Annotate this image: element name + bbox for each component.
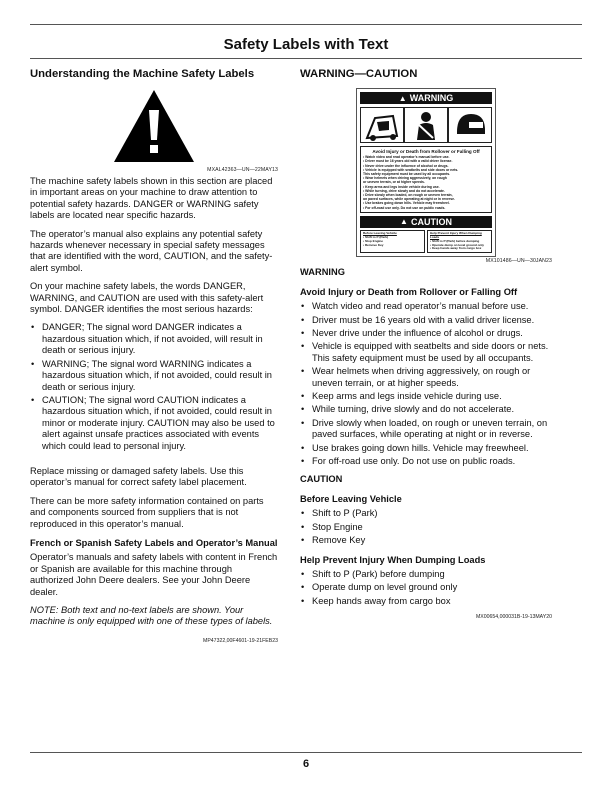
label-text-title: Avoid Injury or Death from Rollover or Falling Off — [372, 149, 480, 154]
list-item: • Operate dump on level ground only — [300, 582, 552, 593]
label-sub-title: Help Prevent Injury When Dumping Loads — [430, 230, 482, 239]
label-sub-dumping — [427, 230, 492, 254]
seatbelt-pictogram-icon — [404, 107, 448, 143]
warning-triangle-icon: ▲ — [398, 93, 407, 103]
label-text-line: • Keep arms and legs inside vehicle during use. — [363, 184, 440, 189]
list-item: • For off-road use only. Do not use on public roads. — [300, 456, 552, 467]
header-rule-top — [30, 24, 582, 25]
page-number: 6 — [302, 758, 310, 770]
paragraph: Replace missing or damaged safety labels. Use this operator’s manual for correct safety label placement. — [30, 465, 247, 488]
label-sub-line: • Keep hands away from cargo box — [430, 246, 482, 251]
signal-word-warning: WARNING — [300, 267, 345, 278]
subheading-french-spanish: French or Spanish Safety Labels and Operator’s Manual — [30, 537, 278, 548]
list-item: • Keep arms and legs inside vehicle during use. — [300, 391, 552, 402]
label-sub-panels — [360, 230, 492, 254]
section-heading-warning-caution: WARNING—CAUTION — [300, 68, 418, 80]
label-sub-line: • Operate dump on level ground only — [430, 242, 485, 247]
list-item: • Drive slowly when loaded, on rough or uneven terrain, on paved surfaces, while operating at night or in reverse. — [300, 418, 552, 441]
footer-rule — [30, 752, 582, 753]
figure-code: MXAL42363—UN—22MAY13 — [207, 167, 278, 173]
caution-banner — [360, 216, 492, 228]
section-heading-understanding: Understanding the Machine Safety Labels — [30, 68, 255, 80]
signal-word-caution: CAUTION — [300, 474, 343, 485]
list-item: • Keep hands away from cargo box — [300, 596, 552, 607]
list-item: • WARNING; The signal word WARNING indicates a hazardous situation which, if not avoided, could result in death or serious injury. — [30, 359, 278, 393]
warning-list — [300, 301, 552, 467]
label-text-line: This safety equipment must be used by all occupants. — [363, 172, 451, 177]
safety-alert-figure — [30, 88, 278, 166]
figure-code: MX101486—UN—30JAN23 — [485, 258, 552, 265]
label-text-line: • Use brakes going down hills. Vehicle may freewheel. — [363, 201, 450, 206]
paragraph: On your machine safety labels, the words DANGER, WARNING, and CAUTION are used with this safety-alert symbol. DANGER identifies the most serious hazards: — [30, 281, 264, 315]
list-item: • Driver must be 16 years old with a valid driver license. — [300, 315, 552, 326]
list-item: • Never drive under the influence of alcohol or drugs. — [300, 328, 552, 339]
reference-code: MX00654,000031B-19-13MAY20 — [475, 614, 552, 621]
helmet-pictogram-icon — [448, 107, 492, 143]
paragraph: The machine safety labels shown in this section are placed in important areas on your machine to draw attention to potential safety hazards. DANGER or WARNING safety labels are located near specific hazards. — [30, 176, 273, 221]
rollover-pictogram-icon — [360, 107, 404, 143]
list-item: • Use brakes going down hills. Vehicle may freewheel. — [300, 443, 552, 454]
list-item: • Watch video and read operator’s manual before use. — [300, 301, 552, 312]
label-text-line: • While turning, drive slowly and do not accelerate. — [363, 188, 445, 193]
safety-label-image — [356, 88, 496, 257]
label-text-line: or uneven terrain, or at higher speeds. — [363, 180, 425, 185]
label-sub-title: Before Leaving Vehicle — [363, 230, 397, 235]
list-item: • Shift to P (Park) before dumping — [300, 569, 552, 580]
signal-word-list — [30, 322, 278, 451]
label-text-line: • Drive slowly when loaded, on rough or uneven terrain, — [363, 193, 453, 198]
paragraph: Operator’s manuals and safety labels with content in French or Spanish are available for this machine through authorized John Deere dealers. See your John Deere dealer. — [30, 552, 278, 597]
paragraph: There can be more safety information contained on parts and components sourced from suppliers that is not reproduced in this operator’s manual. — [30, 495, 264, 529]
dumping-title: Help Prevent Injury When Dumping Loads — [300, 554, 486, 565]
header-rule-bottom — [30, 58, 582, 59]
label-text-line: • Driver must be 16 years old with a valid driver license. — [363, 159, 453, 164]
label-text-line: • Never drive under the influence of alcohol or drugs. — [363, 163, 449, 168]
label-text-line: • Vehicle is equipped with seatbelts and side doors or nets. — [363, 167, 459, 172]
list-item: • DANGER; The signal word DANGER indicates a hazardous situation which, if not avoided, will result in death or serious injury. — [30, 322, 278, 356]
page-title: Safety Labels with Text — [223, 36, 389, 53]
list-item: • Remove Key — [300, 535, 552, 546]
warning-banner-text: WARNING — [409, 93, 454, 103]
label-text-line: • Wear helmets when driving aggressively, on rough — [363, 176, 447, 181]
warning-title: Avoid Injury or Death from Rollover or Falling Off — [300, 286, 518, 297]
label-sub-line: • Shift to P (Park) before dumping — [430, 238, 480, 243]
list-item: • CAUTION; The signal word CAUTION indicates a hazardous situation which, if not avoided, could result in minor or moderate injury. CAUTION may also be used to alert against unsafe practices associated with events which could lead to personal injury. — [30, 395, 278, 452]
safety-alert-triangle-icon — [112, 88, 196, 164]
label-text-line: on paved surfaces, while operating at night or in reverse. — [363, 197, 455, 202]
dumping-list — [300, 569, 552, 607]
before-leaving-list — [300, 508, 552, 546]
label-pictograms — [360, 107, 492, 143]
left-column — [30, 68, 278, 644]
warning-banner — [360, 92, 492, 104]
before-leaving-title: Before Leaving Vehicle — [300, 493, 402, 504]
label-sub-line: • Shift to P (Park) — [363, 234, 389, 239]
list-item: • Stop Engine — [300, 522, 552, 533]
right-column — [300, 68, 552, 620]
label-text-line: • For off-road use only. Do not use on public roads. — [363, 205, 446, 210]
list-item: • Wear helmets when driving aggressively, on rough or uneven terrain, or at higher speeds. — [300, 366, 552, 389]
caution-banner-text: CAUTION — [410, 216, 452, 227]
paragraph: The operator’s manual also explains any potential safety hazards whenever necessary in special safety messages that are identified with the word, CAUTION, and the safety-alert symbol. — [30, 228, 273, 273]
list-item: • Vehicle is equipped with seatbelts and side doors or nets. This safety equipment must be used by all occupants. — [300, 341, 552, 364]
label-sub-line: • Stop Engine — [363, 238, 383, 243]
label-text-panel — [360, 146, 492, 213]
label-sub-line: • Remove Key — [363, 242, 384, 247]
label-text-line: • Watch video and read operator’s manual before use. — [363, 155, 450, 160]
warning-triangle-icon: ▲ — [400, 217, 408, 227]
reference-code: MP47322,00F4601-19-21FEB23 — [203, 637, 278, 644]
list-item: • While turning, drive slowly and do not accelerate. — [300, 404, 552, 415]
list-item: • Shift to P (Park) — [300, 508, 552, 519]
label-sub-before-leaving — [360, 230, 425, 254]
note: NOTE: Both text and no-text labels are shown. Your machine is only equipped with one of these types of labels. — [30, 605, 273, 627]
